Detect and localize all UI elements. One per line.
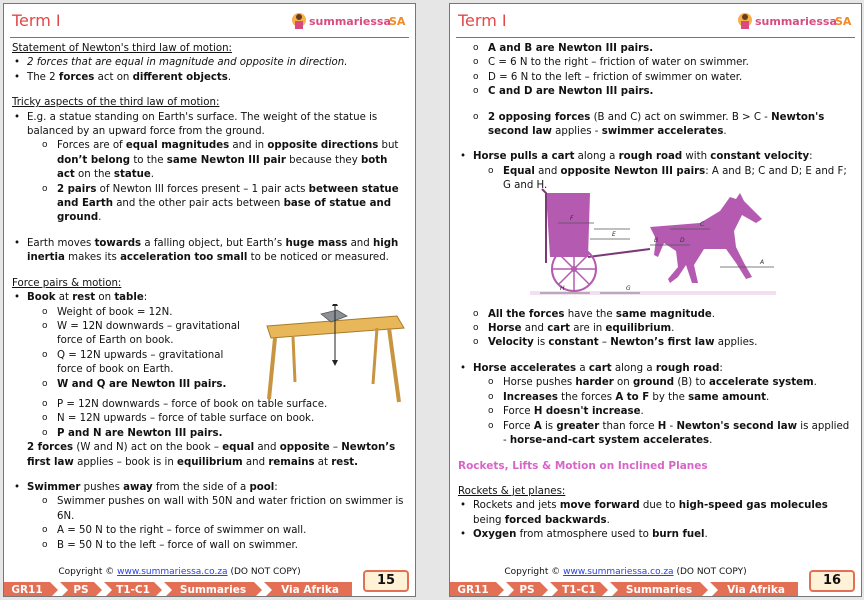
- footer-chevron: T1-C1: [562, 584, 596, 596]
- section-title: Rockets, Lifts & Motion on Inclined Planes: [458, 460, 708, 473]
- svg-text:C: C: [700, 221, 705, 228]
- list-item: o Equal and opposite Newton III pairs: A and B; C and D; E and F; G and H.: [473, 165, 854, 194]
- page-15: [3, 3, 416, 597]
- summariessa-logo: [289, 8, 409, 32]
- list-item: o Swimmer pushes on wall with 50N and water friction on swimmer is 6N.: [27, 495, 408, 524]
- section-heading: Statement of Newton's third law of motion:: [12, 43, 232, 54]
- svg-text:SA: SA: [389, 15, 406, 28]
- list-item: o C and D are Newton III pairs.: [458, 85, 854, 99]
- summariessa-link[interactable]: www.summariessa.co.za: [117, 567, 228, 577]
- table-book-illustration: [259, 304, 409, 414]
- list-item: o B = 50 N to the left – force of wall on swimmer.: [27, 539, 408, 553]
- list-item: o All the forces have the same magnitude.: [458, 308, 854, 322]
- list-item: • Rockets and jets move forward due to high-speed gas molecules being forced backwards.: [458, 499, 854, 528]
- svg-text:G: G: [626, 285, 631, 292]
- page-number: 16: [809, 570, 855, 592]
- summariessa-link[interactable]: www.summariessa.co.za: [563, 567, 674, 577]
- svg-text:B: B: [654, 237, 659, 244]
- list-item: o Force H doesn't increase.: [473, 405, 854, 419]
- list-item: • Horse accelerates a cart along a rough road: o Horse pushes harder on ground (B) to accelerate system. o Increases the forces A to F by the same amount. o Force H doesn't increase. o Force A is greater than force H - Newton's second law is applied - horse-and-cart system accelerates.: [458, 362, 854, 448]
- footer-chevron: GR11: [11, 584, 43, 596]
- list-item: o P = 12N downwards – force of book on table surface.: [27, 398, 408, 412]
- svg-text:summariessa: summariessa: [755, 15, 837, 28]
- list-item: o Q = 12N upwards – gravitational force of book on Earth.: [27, 349, 252, 378]
- list-item: • Horse pulls a cart along a rough road with constant velocity: o Equal and opposite Newton III pairs: A and B; C and D; E and F; G and H.: [458, 150, 854, 193]
- paragraph: 2 forces (W and N) act on the book – equal and opposite – Newton’s first law applies – book is in equilibrium and remains at rest.: [27, 442, 396, 468]
- list-item: • Oxygen from atmosphere used to burn fuel.: [458, 528, 854, 542]
- list-item: o Forces are of equal magnitudes and in opposite directions but don’t belong to the same Newton III pair because they both act on the statue.: [27, 139, 408, 182]
- list-item: • E.g. a statue standing on Earth's surface. The weight of the statue is balanced by an upward force from the ground. o Forces are of equal magnitudes and in opposite directions but don’t belong to the same Newton III pair because they both act on the statue. o 2 pairs of Newton III forces present – 1 pair acts between statue and Earth and the other pair acts between base of statue and ground.: [12, 111, 408, 226]
- footer-chevron: T1-C1: [116, 584, 150, 596]
- svg-text:H: H: [560, 285, 565, 292]
- footer-chevron: Summaries: [179, 584, 247, 596]
- footer-chevron: PS: [73, 584, 89, 596]
- list-item: • The 2 forces act on different objects.: [12, 71, 408, 85]
- term-heading: Term I: [458, 11, 507, 30]
- footer-breadcrumb: [450, 582, 800, 597]
- list-item: • 2 forces that are equal in magnitude and opposite in direction.: [12, 56, 408, 70]
- list-item: o N = 12N upwards – force of table surface on book.: [27, 412, 408, 426]
- list-item: o 2 pairs of Newton III forces present – 1 pair acts between statue and Earth and the other pair acts between base of statue and ground.: [27, 183, 408, 226]
- list-item: • Swimmer pushes away from the side of a pool: o Swimmer pushes on wall with 50N and water friction on swimmer is 6N. o A = 50 N to the right – force of swimmer on wall. o B = 50 N to the left – force of wall on swimmer.: [12, 481, 408, 553]
- list-item: o 2 opposing forces (B and C) act on swimmer. B > C - Newton's second law applies - swimmer accelerates.: [458, 111, 854, 140]
- list-item: o Velocity is constant – Newton’s first law applies.: [458, 336, 854, 350]
- footer-chevron: PS: [519, 584, 535, 596]
- footer-chevron: GR11: [457, 584, 489, 596]
- footer-chevron: Summaries: [625, 584, 693, 596]
- page-number: 15: [363, 570, 409, 592]
- section-heading: Tricky aspects of the third law of motion:: [12, 97, 220, 109]
- list-item: o A = 50 N to the right – force of swimmer on wall.: [27, 524, 408, 538]
- svg-text:SA: SA: [835, 15, 852, 28]
- page-content: [12, 42, 408, 553]
- list-item: o A and B are Newton III pairs.: [458, 42, 854, 56]
- term-heading: Term I: [12, 11, 61, 30]
- list-item: o W = 12N downwards – gravitational force of Earth on book.: [27, 320, 252, 349]
- svg-text:summariessa: summariessa: [309, 15, 391, 28]
- svg-text:F: F: [570, 215, 574, 222]
- svg-text:A: A: [760, 259, 765, 266]
- list-item: o C = 6 N to the right – friction of water on swimmer.: [458, 56, 854, 70]
- list-item: o P and N are Newton III pairs.: [27, 427, 408, 441]
- list-item: o Increases the forces A to F by the same amount.: [473, 391, 854, 405]
- summariessa-logo: [735, 8, 855, 32]
- list-item: o D = 6 N to the left – friction of swimmer on water.: [458, 71, 854, 85]
- footer-breadcrumb: [4, 582, 354, 597]
- header-rule: [456, 37, 855, 38]
- list-item: • Earth moves towards a falling object, but Earth’s huge mass and high inertia makes its acceleration too small to be noticed or measured.: [12, 237, 408, 266]
- section-heading: Rockets & jet planes:: [458, 485, 566, 497]
- list-item: o W and Q are Newton III pairs.: [27, 378, 252, 392]
- list-item: o Horse and cart are in equilibrium.: [458, 322, 854, 336]
- list-item: o Horse pushes harder on ground (B) to accelerate system.: [473, 376, 854, 390]
- svg-text:D: D: [680, 237, 685, 244]
- list-item: o Force A is greater than force H - Newton's second law is applied - horse-and-cart system accelerates.: [473, 420, 854, 449]
- list-item: o Weight of book = 12N.: [27, 306, 252, 320]
- page-16: [449, 3, 862, 597]
- footer-chevron: Via Afrika: [727, 584, 785, 596]
- header-rule: [10, 37, 409, 38]
- horse-cart-diagram: [530, 187, 776, 299]
- svg-text:E: E: [612, 231, 616, 238]
- copyright: Copyright © www.summariessa.co.za (DO NOT COPY): [58, 567, 301, 577]
- copyright: Copyright © www.summariessa.co.za (DO NOT COPY): [504, 567, 747, 577]
- section-heading: Force pairs & motion:: [12, 277, 122, 289]
- list-item: • Book at rest on table: o Weight of book = 12N. o W = 12N downwards – gravitational force of Earth on book. o Q = 12N upwards – gravitational force of book on Earth. o W and Q are Newton III pairs. o P = 12N downwards – force of book on table surface. o N = 12N upwards – force of table surface on book. o P and N are Newton III pairs.: [12, 291, 408, 441]
- footer-chevron: Via Afrika: [281, 584, 339, 596]
